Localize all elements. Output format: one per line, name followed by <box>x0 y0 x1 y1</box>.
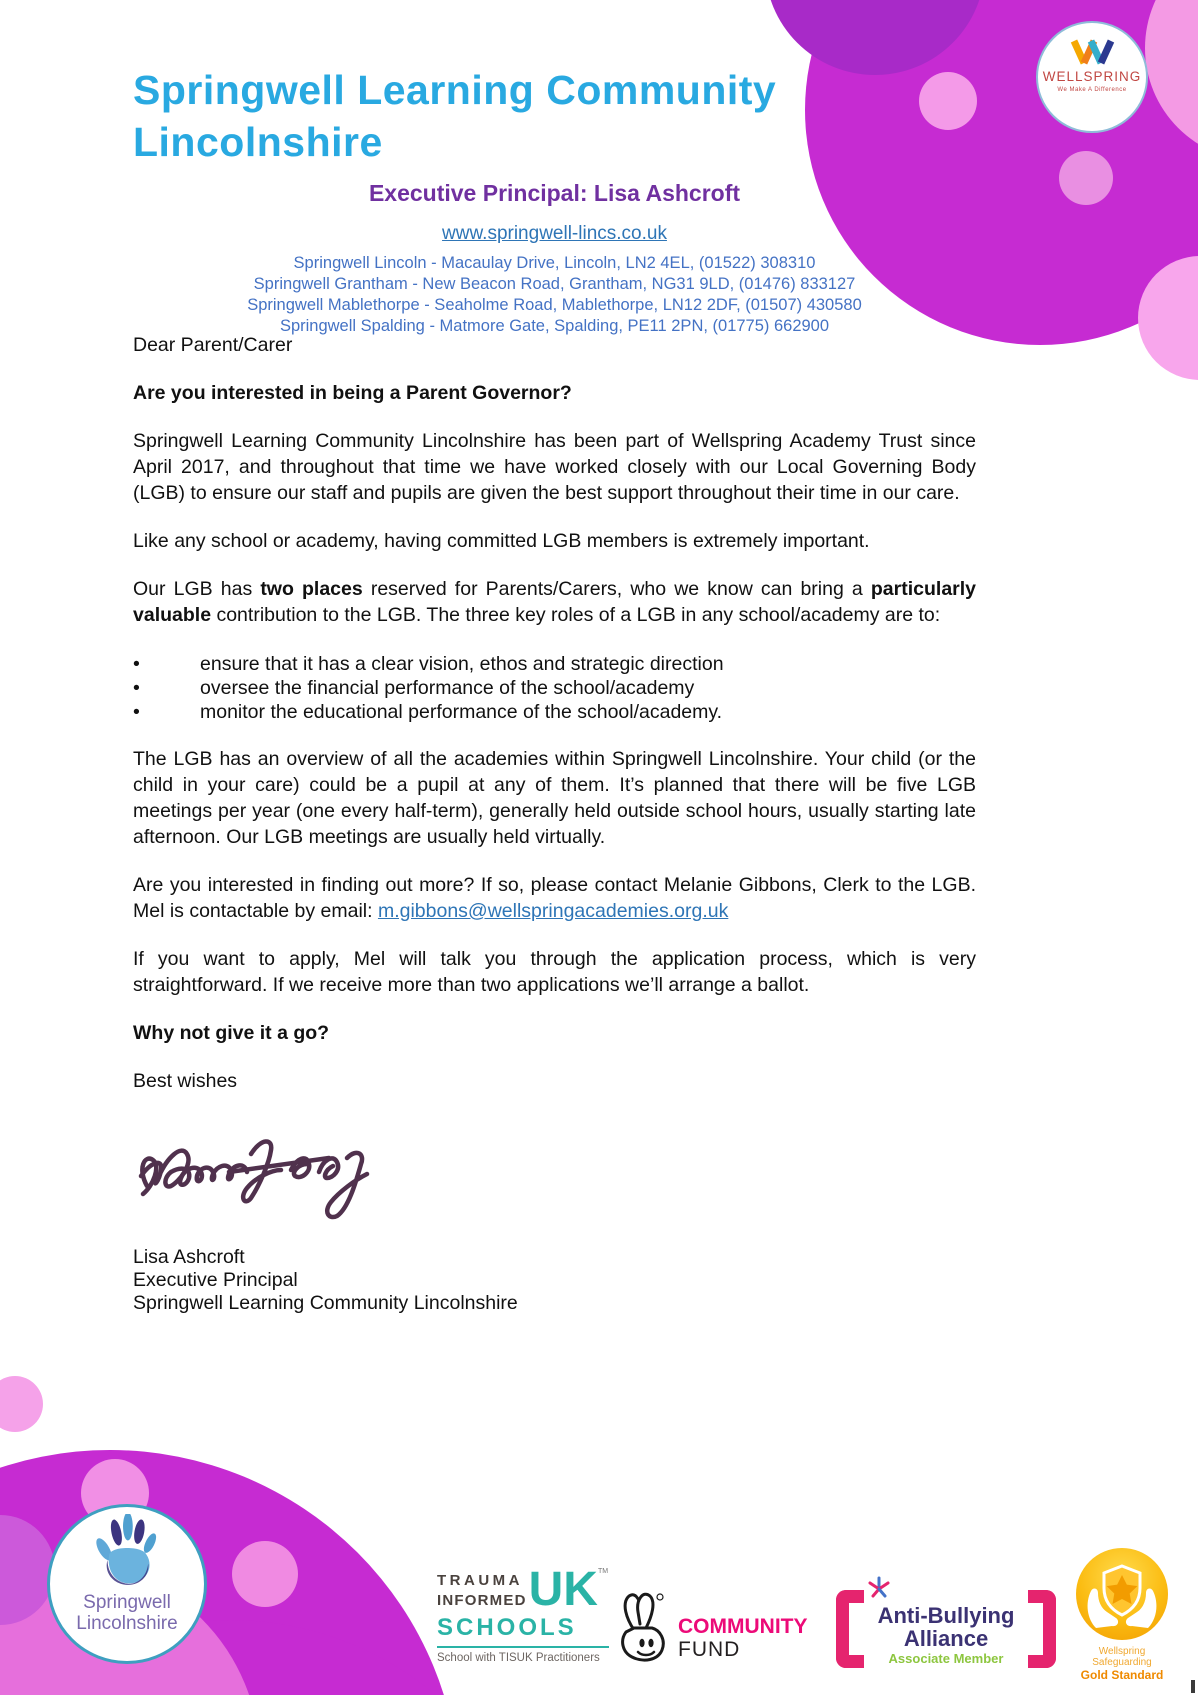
signoff-block <box>133 1246 976 1315</box>
paragraph: If you want to apply, Mel will talk you through the application process, which is very straightforward. If we receive more than two applications we’ll arrange a ballot. <box>133 948 976 996</box>
closing: Best wishes <box>133 1070 238 1092</box>
wellspring-logo-name: WELLSPRING <box>1042 69 1142 84</box>
signoff-role: Executive Principal <box>133 1269 298 1291</box>
letter-body <box>133 332 976 1315</box>
address-line: Springwell Lincoln - Macaulay Drive, Lincoln, LN2 4EL, (01522) 308310 <box>293 254 816 272</box>
letter-heading: Are you interested in being a Parent Governor? <box>133 382 572 404</box>
website-link[interactable]: www.springwell-lincs.co.uk <box>442 223 667 244</box>
springwell-logo-text: Springwell Lincolnshire <box>76 1592 178 1634</box>
principal-line: Executive Principal: Lisa Ashcroft <box>368 180 741 206</box>
signoff-org: Springwell Learning Community Lincolnshire <box>133 1292 518 1314</box>
springwell-lincolnshire-logo <box>47 1504 207 1664</box>
bullet-dot: • <box>133 653 140 675</box>
decorative-circle <box>232 1541 298 1607</box>
letterhead <box>133 64 976 337</box>
address-line: Springwell Mablethorpe - Seaholme Road, Mablethorpe, LN12 2DF, (01507) 430580 <box>247 296 862 314</box>
paragraph: Are you interested in finding out more? If so, please contact Melanie Gibbons, Clerk to the LGB. Mel is contactable by email: m.gibbons@wellspringacademies.org.uk <box>133 874 976 922</box>
bullet-dot: • <box>133 701 140 723</box>
list-item: • oversee the financial performance of the school/academy <box>133 677 695 699</box>
gold-standard-logo: Wellspring Safeguarding Gold Standard <box>1072 1548 1172 1682</box>
paragraph: Our LGB has two places reserved for Parents/Carers, who we know can bring a particularly valuable contribution to the LGB. The three key roles of a LGB in any school/academy are to: <box>133 578 977 626</box>
handprint-icon <box>91 1514 163 1590</box>
address-line: Springwell Spalding - Matmore Gate, Spalding, PE11 2PN, (01775) 662900 <box>279 317 830 335</box>
signoff-name: Lisa Ashcroft <box>133 1246 245 1268</box>
wellspring-w-icon <box>1069 37 1115 67</box>
decorative-circle <box>1059 151 1113 205</box>
bullet-dot: • <box>133 677 140 699</box>
bracket-right <box>1028 1590 1056 1668</box>
divider <box>437 1646 609 1648</box>
anti-bullying-alliance-logo: Anti-Bullying Alliance Associate Member <box>836 1576 1056 1668</box>
gold-badge-icon <box>1076 1548 1168 1640</box>
bullet-list <box>133 652 976 724</box>
trauma-informed-uk-schools-logo: TRAUMA INFORMED UK TM SCHOOLS School with TISUK Practitioners <box>437 1563 609 1664</box>
address-block <box>133 253 976 337</box>
email-link[interactable]: m.gibbons@wellspringacademies.org.uk <box>377 900 729 922</box>
salutation: Dear Parent/Carer <box>133 334 293 356</box>
handwritten-signature <box>133 1120 976 1224</box>
bracket-left <box>836 1590 864 1668</box>
paragraph: The LGB has an overview of all the academies within Springwell Lincolnshire. Your child (or the child in your care) could be a pupil at any of them. It’s planned that there will be five LGB meetings per year (one every half-term), generally held outside school hours, usually starting late afternoon. Our LGB meetings are usually held virtually. <box>133 748 976 848</box>
paragraph: Like any school or academy, having committed LGB members is extremely important. <box>133 530 870 552</box>
address-line: Springwell Grantham - New Beacon Road, Grantham, NG31 9LD, (01476) 833127 <box>253 275 856 293</box>
page-edge-artifact <box>1191 1680 1195 1693</box>
paragraph: Springwell Learning Community Lincolnshire has been part of Wellspring Academy Trust since April 2017, and throughout that time we have worked closely with our Local Governing Body (LGB) to ensure our staff and pupils are given the best support throughout their time in our care. <box>133 430 976 504</box>
letter-heading: Why not give it a go? <box>133 1022 330 1044</box>
wellspring-logo-tagline: We Make A Difference <box>1057 87 1127 93</box>
page-title: Springwell Learning Community Lincolnshire <box>133 67 777 165</box>
crossed-fingers-icon <box>612 1588 674 1664</box>
list-item: • ensure that it has a clear vision, ethos and strategic direction <box>133 653 724 675</box>
community-fund-logo: COMMUNITY FUND <box>612 1588 808 1664</box>
decorative-circle <box>0 1376 43 1432</box>
wellspring-trust-logo <box>1036 21 1148 133</box>
aba-star-icon <box>866 1576 892 1602</box>
list-item: • monitor the educational performance of the school/academy. <box>133 701 723 723</box>
